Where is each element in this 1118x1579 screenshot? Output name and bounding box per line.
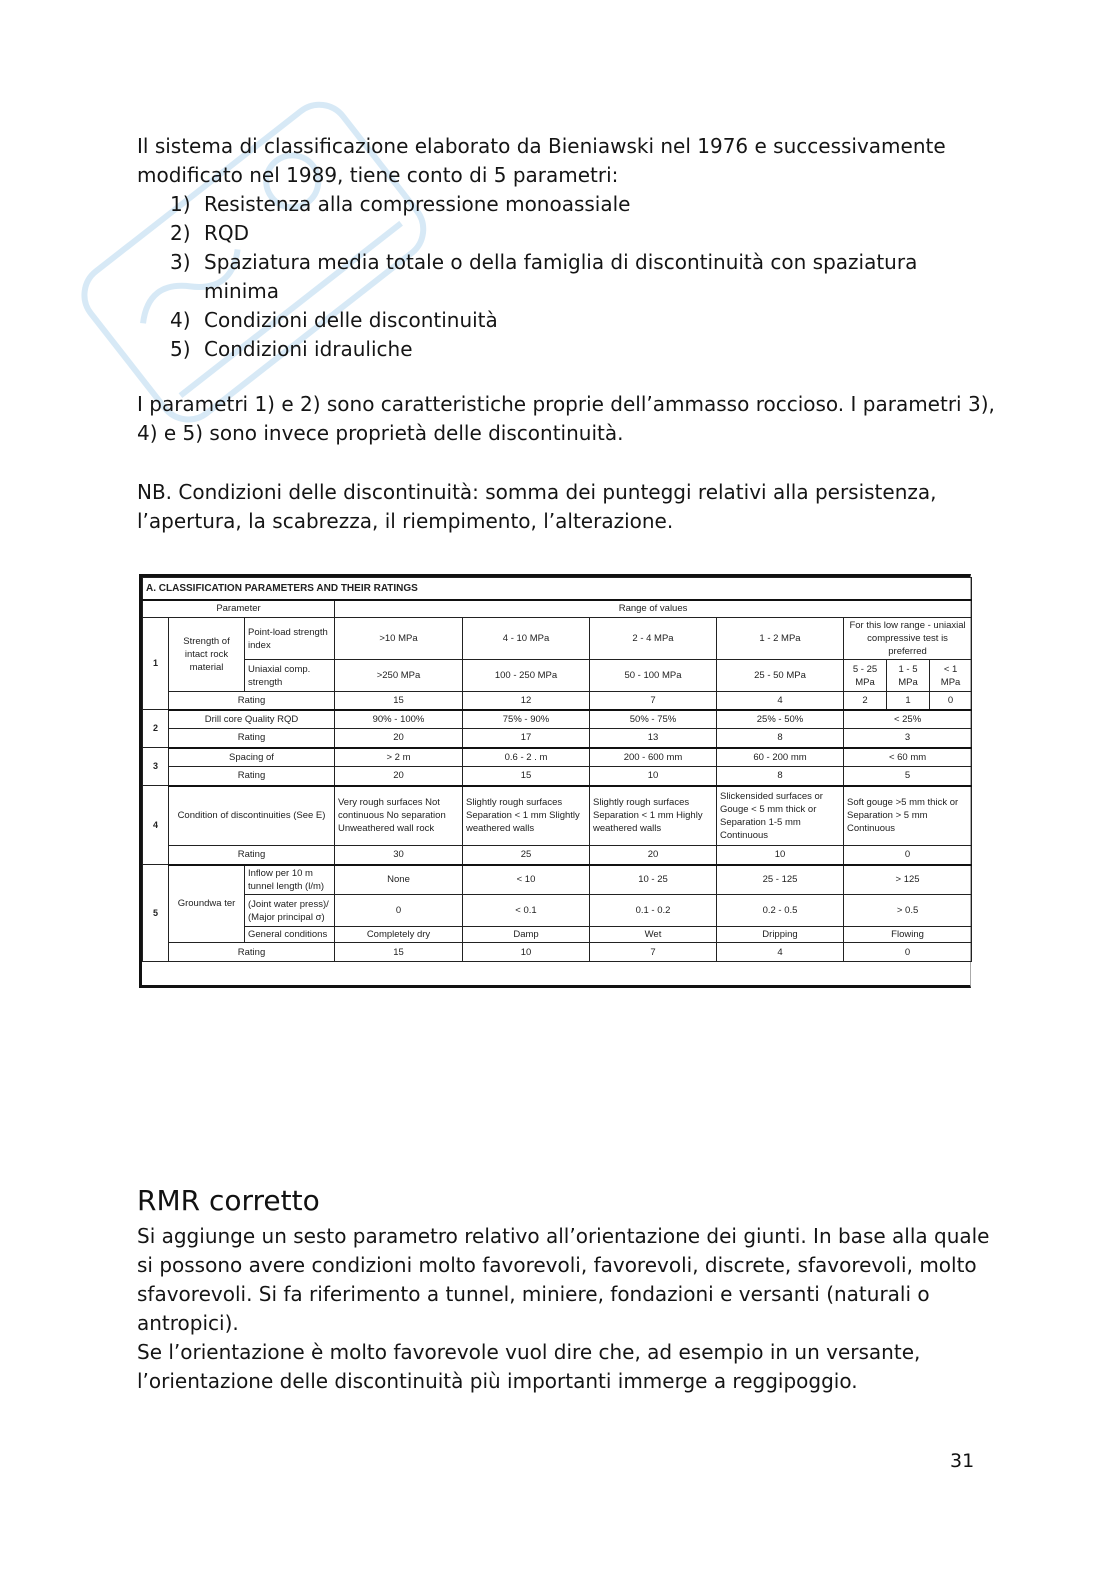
table-cell: 25% - 50%	[717, 710, 844, 729]
intro-paragraph: Il sistema di classificazione elaborato da Bieniawski nel 1976 e successivamente modificato nel 1989, tiene conto di 5 parametri:	[137, 134, 946, 187]
table-cell: < 10	[463, 865, 590, 895]
paragraph-correction	[137, 1222, 997, 1396]
list-item: 1) Resistenza alla compressione monoassiale	[170, 192, 631, 216]
row-label: Condition of discontinuities (See E)	[169, 786, 335, 846]
row-label: Drill core Quality RQD	[169, 710, 335, 729]
table-cell: Wet	[590, 927, 717, 943]
table-cell: < 0.1	[463, 895, 590, 927]
sub-label: Uniaxial comp. strength	[245, 660, 335, 692]
table-cell: > 2 m	[335, 748, 463, 767]
table-cell: 1 - 2 MPa	[717, 618, 844, 660]
table-cell: 1 - 5 MPa	[887, 660, 930, 692]
table-cell: >10 MPa	[335, 618, 463, 660]
sub-label: (Joint water press)/ (Major principal σ)	[245, 895, 335, 927]
list-item: 3) Spaziatura media totale o della famiglia di discontinuità con spaziatura minima	[170, 250, 918, 303]
table-cell: 10 - 25	[590, 865, 717, 895]
rating-label: Rating	[169, 767, 335, 786]
rating-label: Rating	[169, 943, 335, 962]
table-cell: 20	[590, 846, 717, 865]
paragraph-properties: I parametri 1) e 2) sono caratteristiche proprie dell’ammasso roccioso. I parametri 3), 4) e 5) sono invece proprietà delle discontinuità.	[137, 392, 995, 445]
table-cell: 50 - 100 MPa	[590, 660, 717, 692]
table-cell: 5	[844, 767, 972, 786]
table-cell: 15	[463, 767, 590, 786]
table-cell: 60 - 200 mm	[717, 748, 844, 767]
rating-label: Rating	[169, 692, 335, 710]
table-cell: > 125	[844, 865, 972, 895]
table-cell: 10	[717, 846, 844, 865]
table-title: A. CLASSIFICATION PARAMETERS AND THEIR RATINGS	[143, 578, 972, 600]
table-cell: 1	[887, 692, 930, 710]
table-cell: 20	[335, 767, 463, 786]
table-cell: 100 - 250 MPa	[463, 660, 590, 692]
table-cell: Slightly rough surfaces Separation < 1 mm Highly weathered walls	[590, 786, 717, 846]
table-cell: 10	[590, 767, 717, 786]
table-cell: 25 - 50 MPa	[717, 660, 844, 692]
table-cell: 0	[335, 895, 463, 927]
header-range: Range of values	[335, 600, 972, 618]
table-cell: 0.1 - 0.2	[590, 895, 717, 927]
rating-label: Rating	[169, 846, 335, 865]
row-number: 4	[143, 786, 169, 865]
parameter-list	[137, 190, 997, 364]
table-cell: 0	[844, 846, 972, 865]
table-cell: 8	[717, 767, 844, 786]
table-cell: 13	[590, 729, 717, 748]
row-label: Strength of intact rock material	[169, 618, 245, 692]
row-number: 3	[143, 748, 169, 786]
table-cell: 7	[590, 692, 717, 710]
table-cell: 0.2 - 0.5	[717, 895, 844, 927]
list-item: 4) Condizioni delle discontinuità	[170, 308, 498, 332]
row-label: Groundwa ter	[169, 865, 245, 943]
table-cell: 0	[844, 943, 972, 962]
paragraph-note: NB. Condizioni delle discontinuità: somma dei punteggi relativi alla persistenza, l’apertura, la scabrezza, il riempimento, l’alterazione.	[137, 480, 937, 533]
table-cell: 4 - 10 MPa	[463, 618, 590, 660]
table-cell: 17	[463, 729, 590, 748]
table-cell: 20	[335, 729, 463, 748]
table-cell: Dripping	[717, 927, 844, 943]
header-parameter: Parameter	[143, 600, 335, 618]
table-cell: 4	[717, 943, 844, 962]
row-number: 1	[143, 618, 169, 710]
table-cell: 50% - 75%	[590, 710, 717, 729]
list-item: 2) RQD	[170, 221, 250, 245]
intro-block	[137, 132, 997, 364]
table-cell: 12	[463, 692, 590, 710]
table-cell: 8	[717, 729, 844, 748]
table-cell: 25	[463, 846, 590, 865]
section-title: RMR corretto	[137, 1184, 320, 1217]
page-number: 31	[950, 1450, 975, 1472]
table-cell: 0	[930, 692, 972, 710]
table-cell: > 0.5	[844, 895, 972, 927]
table-cell: 15	[335, 692, 463, 710]
table-cell: < 1 MPa	[930, 660, 972, 692]
list-item: 5) Condizioni idrauliche	[170, 337, 413, 361]
table-cell: 90% - 100%	[335, 710, 463, 729]
rating-label: Rating	[169, 729, 335, 748]
table-cell: 200 - 600 mm	[590, 748, 717, 767]
table-cell: 25 - 125	[717, 865, 844, 895]
table-cell: 10	[463, 943, 590, 962]
row-label: Spacing of	[169, 748, 335, 767]
table-cell: 0.6 - 2 . m	[463, 748, 590, 767]
table-cell: >250 MPa	[335, 660, 463, 692]
row-number: 5	[143, 865, 169, 962]
table-cell: Completely dry	[335, 927, 463, 943]
table-cell: Slightly rough surfaces Separation < 1 mm Slightly weathered walls	[463, 786, 590, 846]
table-cell: 5 - 25 MPa	[844, 660, 887, 692]
table-cell: 30	[335, 846, 463, 865]
table-cell: 2 - 4 MPa	[590, 618, 717, 660]
table-cell: Slickensided surfaces or Gouge < 5 mm thick or Separation 1-5 mm Continuous	[717, 786, 844, 846]
table-cell: < 60 mm	[844, 748, 972, 767]
table-cell: 2	[844, 692, 887, 710]
table-cell: For this low range - uniaxial compressive test is preferred	[844, 618, 972, 660]
table-cell: 3	[844, 729, 972, 748]
sub-label: Point-load strength index	[245, 618, 335, 660]
table-cell: < 25%	[844, 710, 972, 729]
classification-table	[142, 577, 972, 962]
table-cell: 75% - 90%	[463, 710, 590, 729]
classification-table-image	[139, 574, 971, 988]
paragraph-orientation: Se l’orientazione è molto favorevole vuol dire che, ad esempio in un versante, l’orientazione delle discontinuità più importanti immerge a reggipoggio.	[137, 1340, 921, 1393]
table-cell: None	[335, 865, 463, 895]
sub-label: Inflow per 10 m tunnel length (l/m)	[245, 865, 335, 895]
table-cell: Flowing	[844, 927, 972, 943]
paragraph-sixth-parameter: Si aggiunge un sesto parametro relativo all’orientazione dei giunti. In base alla quale si possono avere condizioni molto favorevoli, favorevoli, discrete, sfavorevoli, molto sfavorevoli. Si fa riferimento a tunnel, miniere, fondazioni e versanti (naturali o antropici).	[137, 1224, 990, 1335]
table-cell: 15	[335, 943, 463, 962]
table-cell: Damp	[463, 927, 590, 943]
table-cell: 4	[717, 692, 844, 710]
sub-label: General conditions	[245, 927, 335, 943]
table-cell: 7	[590, 943, 717, 962]
table-cell: Soft gouge >5 mm thick or Separation > 5 mm Continuous	[844, 786, 972, 846]
row-number: 2	[143, 710, 169, 748]
table-cell: Very rough surfaces Not continuous No separation Unweathered wall rock	[335, 786, 463, 846]
